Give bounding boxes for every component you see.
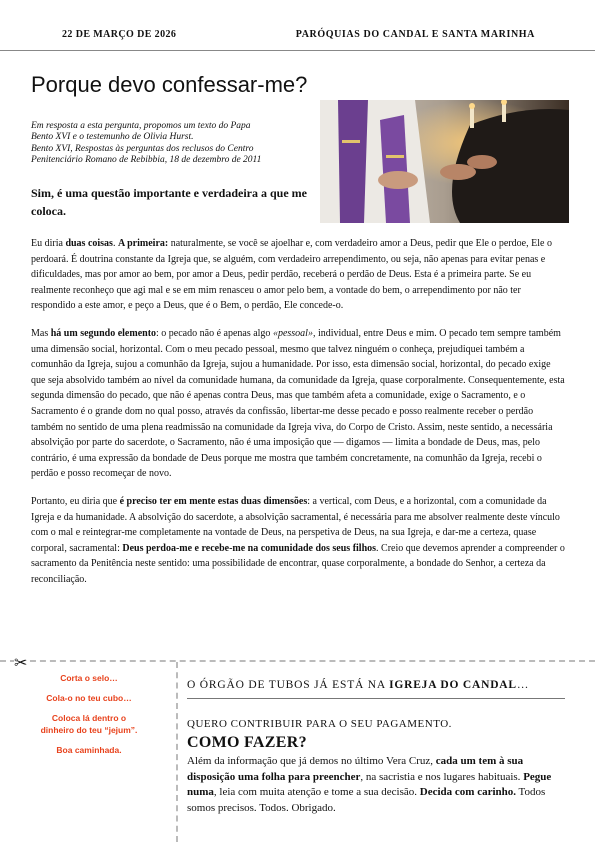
intro-line: Em resposta a esta pergunta, propomos um texto do Papa <box>31 121 251 131</box>
article-title: Porque devo confessar-me? <box>31 72 308 97</box>
coupon-line: Boa caminhada. <box>56 745 122 755</box>
contribute-heading: QUERO CONTRIBUIR PARA O SEU PAGAMENTO. <box>187 718 452 730</box>
coupon-line: dinheiro do teu “jejum”. <box>40 725 138 735</box>
coupon-line: Cola-o no teu cubo… <box>46 693 132 703</box>
confession-photo <box>320 100 569 223</box>
scissors-icon: ✂ <box>14 655 28 672</box>
confession-photo-image <box>320 100 569 223</box>
intro-line: Bento XVI, Respostas às perguntas dos reclusos do Centro <box>31 143 254 154</box>
parish-name: PARÓQUIAS DO CANDAL E SANTA MARINHA <box>295 29 535 40</box>
coupon-instructions <box>16 672 162 764</box>
divider <box>187 698 565 699</box>
article-intro <box>31 121 311 166</box>
organ-info: Além da informação que já demos no último Vera Cruz, cada um tem à sua disposição uma folha para preencher, na sacristia e nos lugares habituais. Pegue numa, leia com muita atenção e tome a sua decisão. Decida com carinho. Todos somos precisos. Todos. Obrigado. <box>187 755 552 814</box>
article-lead: Sim, é uma questão importante e verdadeira a que me coloca. <box>31 186 307 218</box>
coupon-line: Corta o selo… <box>60 673 118 683</box>
article-paragraph: Eu diria duas coisas. A primeira: naturalmente, se você se ajoelhar e, com verdadeiro amor a Deus, pedir que Ele o perdoe, Ele o perdoará. É doutrina constante da Igreja que, se alguém, com verdadeiro arrependimento, ou seja, não apenas para evitar penas e dificuldades, mas por amor ao bem, por amor a Deus, pedir perdão, receberá o perdão de Deus. Esta é a primeira parte. Se eu realmente reconheço que agi mal e se em mim renasceu o amor pelo bem, a vontade do bem, o arrependimento por não ter respondido a este amor, e peço a Deus, que é o Bem, o perdão, Ele concede-o. <box>31 238 552 312</box>
intro-line: Bento XVI e o testemunho de Olivia Hurst. <box>31 132 194 143</box>
intro-line: Penitenciário Romano de Rebibbia, 18 de dezembro de 2011 <box>31 154 262 165</box>
article-body <box>31 236 566 599</box>
page-header <box>0 0 595 51</box>
how-heading: COMO FAZER? <box>187 734 307 751</box>
article-paragraph: Portanto, eu diria que é preciso ter em mente estas duas dimensões: a vertical, com Deus, e a horizontal, com a comunidade da Igreja e da humanidade. A absolvição do sacerdote, a absolvição sacramental, é necessária para me absolver realmente deste vínculo com o mal e reintegrar-me completamente na vontade de Deus, na perspetiva de Deus, na sua Igreja, e dar-me a certeza, quase corporal, sacramental: Deus perdoa-me e recebe-me na comunidade dos seus filhos. Creio que devemos aprender a compreender o sacramento da Penitência neste sentido: uma possibilidade de encontrar, quase corporalmente, a bondade do Senhor, a certeza da reconciliação. <box>31 495 565 585</box>
organ-heading: O ÓRGÃO DE TUBOS JÁ ESTÁ NA IGREJA DO CANDAL… <box>187 679 530 691</box>
coupon-line: Coloca lá dentro o <box>51 713 127 723</box>
issue-date: 22 DE MARÇO DE 2026 <box>62 29 177 40</box>
article-paragraph: Mas há um segundo elemento: o pecado não é apenas algo «pessoal», individual, entre Deus e mim. O pecado tem sempre também uma dimensão social, horizontal. Com o meu pecado pessoal, mesmo que talvez ninguém o conheça, prejudiquei também a comunhão da Igreja, sujou a comunhão da Igreja, sujou a humanidade. Por isso, esta dimensão social, horizontal, do pecado exige que seja absolvido também ao nível da comunidade humana, da comunidade da Igreja, quase corporalmente. Consequentemente, esta segunda dimensão do pecado, que não é apenas contra Deus, mas que também afeta a comunidade, exige o Sacramento, e o Sacramento é o grande dom no qual posso, através da confissão, libertar-me desse pecado e posso realmente receber o perdão também no sentido de uma plena readmissão na comunidade da Igreja viva, do Corpo de Cristo. Assim, neste sentido, a necessária absolvição por parte do sacerdote, o Sacramento, não é uma imposição que — digamos — limita a bondade de Deus, mas, pelo contrário, é uma expressão da bondade de Deus porque me mostra que também concretamente, na comunhão da Igreja, recebi o perdão e posso recomeçar de novo. <box>31 327 565 480</box>
